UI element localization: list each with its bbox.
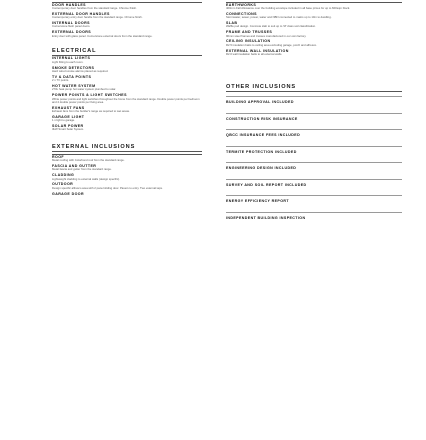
garage-light-text: 1 x light to garage. (52, 118, 76, 123)
other-section-title: OTHER INCLUSIONS (226, 84, 297, 91)
internal-lights-text: Light fitting to each room. (52, 59, 84, 64)
ceiling-insulation-text: R2.5 insulation batts to ceiling area excluding garage, porch and alfresco. (226, 42, 317, 47)
survey-and-soil-report-included-label: SURVEY AND SOIL REPORT INCLUDED (226, 182, 307, 187)
exhaust-fans-text: Exhaust fans from the builder's range as required to wet areas. (52, 109, 130, 114)
hot-water-system-heading: HOT WATER SYSTEM (52, 83, 96, 88)
cladding-heading: CLADDING (52, 173, 75, 178)
termite-protection-included-label: TERMITE PROTECTION INCLUDED (226, 149, 297, 154)
garage-door-heading: GARAGE DOOR (52, 191, 84, 196)
engineering-design-included-label: ENGINEERING DESIGN INCLUDED (226, 166, 297, 171)
fascia-and-gutter-heading: FASCIA AND GUTTER (52, 163, 97, 168)
connections-heading: CONNECTIONS (226, 11, 257, 16)
other-section-rule (226, 91, 402, 92)
external-door-handles-heading: EXTERNAL DOOR HANDLES (52, 11, 110, 16)
electrical-section-title: ELECTRICAL (52, 47, 97, 54)
slab-heading: SLAB (226, 20, 238, 25)
roof-text: Metal roofing with Colorbond roof from the standard range. (52, 158, 125, 163)
tv-and-data-points-heading: TV & DATA POINTS (52, 74, 92, 79)
solar-power-heading: SOLAR POWER (52, 124, 84, 129)
inclusion-row (226, 212, 402, 229)
internal-doors-text: Cornerstone flush panel doors. (52, 24, 91, 29)
frame-and-trusses-text: 90mm steel frames and trusses manufactured in our own factory. (226, 33, 307, 38)
slab-text: Waffle pod design. Concrete slab to suit up to 'M' class soil classification. (226, 24, 316, 29)
inclusion-row (226, 113, 402, 130)
garage-light-heading: GARAGE LIGHT (52, 114, 85, 119)
door-handles-text: Contemporary door handles from the standard range. Chrome finish. (52, 5, 137, 10)
external-items (52, 154, 202, 196)
external-wall-insulation-text: R2.0 wall insulation batts to all external walls. (226, 51, 283, 56)
door-handles-heading: DOOR HANDLES (52, 2, 202, 7)
smoke-detectors-heading: SMOKE DETECTORS (52, 65, 95, 70)
earthworks-heading: EARTHWORKS (226, 2, 402, 7)
qbcc-insurance-fees-included-label: QBCC INSURANCE FEES INCLUDED (226, 133, 301, 138)
fascia-and-gutter-text: Metal fascia and gutter from the standard range. (52, 167, 112, 172)
external-doors-heading: EXTERNAL DOORS (52, 30, 92, 35)
power-points-and-light-switches-heading: POWER POINTS & LIGHT SWITCHES (52, 93, 127, 98)
site-items (226, 2, 402, 57)
connections-text: Stormwater, sewer, power, water and NBN connected to mains up to 10m to dwelling. (226, 15, 332, 20)
cladding-text: Lightweight cladding to external walls (design specific). (52, 176, 120, 181)
right-column (226, 0, 402, 228)
external-section-rule (52, 151, 202, 152)
smoke-detectors-text: Hard wired smoke alarms placed as required. (52, 68, 109, 73)
outdoor-text: Design specific alfresco area with 2 panel sliding door. Pavers to entry. Two external taps. (52, 185, 163, 190)
electrical-items (52, 55, 202, 131)
door-items (52, 2, 202, 38)
inclusion-row (226, 195, 402, 212)
inclusion-row (226, 162, 402, 179)
energy-efficiency-report-label: ENERGY EFFICIENCY REPORT (226, 199, 289, 204)
inclusion-row (226, 129, 402, 146)
power-points-and-light-switches-text: White power points and light switches throughout the home from the standard range. Double power points per bedroom and 2 double power points per living area. (52, 96, 200, 104)
earthworks-text: 400mm Fall Allowance over the building envelope included in all base prices for up to 600sqm block. (226, 5, 351, 10)
external-doors-text: Entry door with glass panel. Cornerstone external doors from the standard range. (52, 33, 153, 38)
other-items (226, 96, 402, 228)
solar-power-text: 3kW Smart Solar System. (52, 127, 85, 132)
tv-and-data-points-text: 2 x TV points. (52, 78, 70, 83)
outdoor-heading: OUTDOOR (52, 182, 74, 187)
external-door-handles-text: Contemporary entry door handle from the standard range. Chrome finish. (52, 15, 143, 20)
exhaust-fans-heading: EXHAUST FANS (52, 105, 85, 110)
left-column (52, 0, 202, 196)
external-wall-insulation-heading: EXTERNAL WALL INSULATION (226, 48, 289, 53)
building-approval-included-label: BUILDING APPROVAL INCLUDED (226, 100, 294, 105)
external-section-title: EXTERNAL INCLUSIONS (52, 143, 136, 150)
frame-and-trusses-heading: FRAME AND TRUSSES (226, 30, 273, 35)
inclusion-row (226, 179, 402, 196)
construction-risk-insurance-label: CONSTRUCTION RISK INSURANCE (226, 116, 298, 121)
hot-water-system-text: 270L heat pump hot water system plumbed to solar. (52, 87, 117, 92)
independent-building-inspection-label: INDEPENDENT BUILDING INSPECTION (226, 215, 306, 220)
roof-heading: ROOF (52, 154, 202, 159)
internal-doors-heading: INTERNAL DOORS (52, 20, 90, 25)
inclusion-row (226, 146, 402, 163)
ceiling-insulation-heading: CEILING INSULATION (226, 39, 271, 44)
internal-lights-heading: INTERNAL LIGHTS (52, 55, 202, 60)
inclusion-row (226, 96, 402, 113)
